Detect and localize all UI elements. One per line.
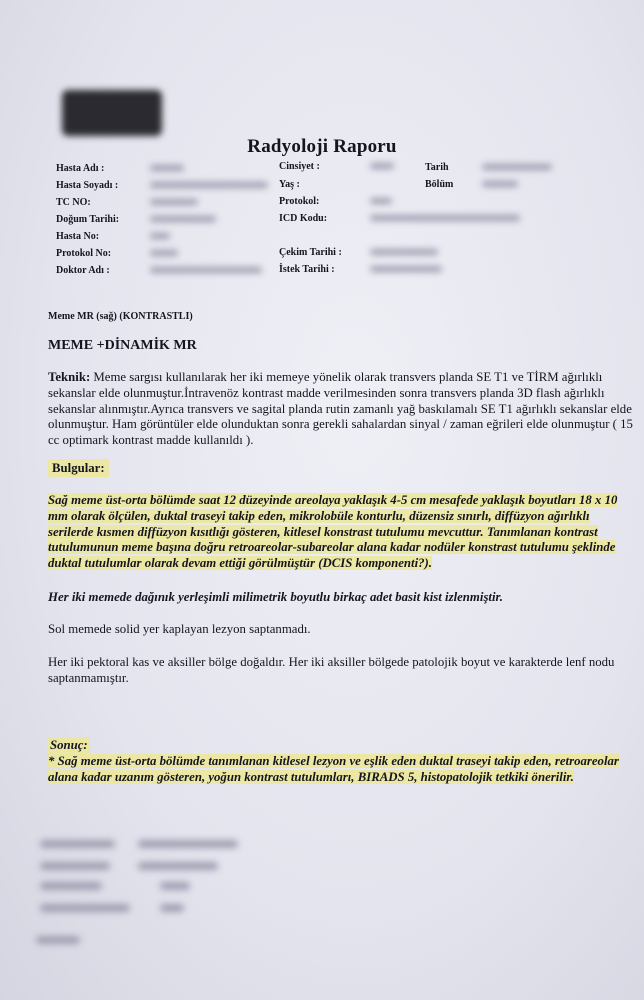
findings-label-wrap xyxy=(48,461,109,477)
findings-paragraph-2: Her iki memede dağınık yerleşimli milimetrik boyutlu birkaç adet basit kist izlenmiştir. xyxy=(48,590,504,604)
redacted-value xyxy=(370,266,442,272)
redacted-footer xyxy=(40,882,102,890)
redacted-value xyxy=(370,215,520,221)
redacted-value xyxy=(150,165,184,171)
conclusion-label-wrap xyxy=(48,738,636,754)
redacted-value xyxy=(150,182,268,188)
conclusion-label: Sonuç: xyxy=(50,738,88,752)
redacted-value xyxy=(482,164,552,170)
label-tc-no: TC NO: xyxy=(56,197,91,208)
label-protokol: Protokol: xyxy=(279,196,320,207)
redacted-footer xyxy=(40,862,110,870)
redacted-footer xyxy=(138,862,218,870)
redacted-value xyxy=(370,249,438,255)
redacted-value xyxy=(150,216,216,222)
section-title: MEME +DİNAMİK MR xyxy=(48,338,197,353)
redacted-footer xyxy=(40,840,115,848)
conclusion-text: * Sağ meme üst-orta bölümde tanımlanan kitlesel lezyon ve eşlik eden duktal traseyi takip eden, retroareolar alana kadar uzanım gösteren, yoğun kontrast tutulumları, BIRADS 5, histopatolojik tetkiki önerilir. xyxy=(48,754,619,784)
redacted-value xyxy=(150,250,178,256)
label-hasta-soyadi: Hasta Soyadı : xyxy=(56,180,119,191)
label-hasta-adi: Hasta Adı : xyxy=(56,163,105,174)
label-dogum-tarihi: Doğum Tarihi: xyxy=(56,214,120,225)
label-tarih: Tarih xyxy=(425,162,449,173)
exam-name: Meme MR (sağ) (KONTRASTLI) xyxy=(48,311,193,322)
redacted-footer xyxy=(36,936,80,944)
label-cinsiyet: Cinsiyet : xyxy=(279,161,320,172)
redacted-value xyxy=(370,198,392,204)
findings-paragraph-1 xyxy=(48,493,636,572)
findings-paragraph-3: Sol memede solid yer kaplayan lezyon saptanmadı. xyxy=(48,622,311,636)
report-title: Radyoloji Raporu xyxy=(247,136,397,157)
label-istek-tarihi: İstek Tarihi : xyxy=(279,264,335,275)
redacted-value xyxy=(150,267,262,273)
redacted-footer xyxy=(160,882,190,890)
technique-paragraph xyxy=(48,370,636,449)
label-yas: Yaş : xyxy=(279,179,300,190)
findings-paragraph-4: Her iki pektoral kas ve aksiller bölge doğaldır. Her iki aksiller bölgede patolojik boyut ve karakterde lenf nodu saptanmamıştır. xyxy=(48,655,615,685)
label-protokol-no: Protokol No: xyxy=(56,248,112,259)
technique-text: Meme sargısı kullanılarak her iki memeye yönelik olarak transvers planda SE T1 ve TİRM ağırlıklı sekanslar elde olunmuştur.İntravenöz kontrast madde verilmesinden sonra transvers planda 3D flash ağırlıklı sekanslar alınmıştır.Ayrıca transvers ve sagital planda rutin zamanlı yağ baskılamalı SE T1 ağırlıklı sekanslar elde olunmuştur. Ham görüntüler elde olunduktan sonra gerekli sahalardan sinyal / zaman eğrileri elde olunmuştur ( 15 cc optimark kontrast madde kullanıldı ). xyxy=(48,370,633,448)
technique-label: Teknik: xyxy=(48,370,91,384)
redacted-value xyxy=(482,181,518,187)
label-icd-kodu: ICD Kodu: xyxy=(279,213,328,224)
findings-text-1: Sağ meme üst-orta bölümde saat 12 düzeyinde areolaya yaklaşık 4-5 cm mesafede yaklaşık boyutları 18 x 10 mm olarak ölçülen, duktal traseyi takip eden, mikrolobüle konturlu, düzensiz sınırlı, diffüzyon ağırlıklı serilerde kısmen diffüzyon kısıtlığı gösteren, kitlesel konstrast tutulumu mevcuttur. Tanımlanan kontrast tutulumunun meme başına doğru retroareolar-subareolar alana kadar nodüler konstrast tutulumu şeklinde duktal tutulumlar olarak devam ettiği görülmüştür (DCIS komponenti?). xyxy=(48,493,618,571)
findings-label: Bulgular: xyxy=(48,459,109,477)
label-doktor-adi: Doktor Adı : xyxy=(56,265,110,276)
redacted-value xyxy=(370,163,394,169)
redacted-value xyxy=(150,199,198,205)
hospital-logo xyxy=(62,90,162,136)
label-bolum: Bölüm xyxy=(425,179,454,190)
redacted-value xyxy=(150,233,170,239)
redacted-footer xyxy=(138,840,238,848)
redacted-footer xyxy=(40,904,130,912)
conclusion-paragraph xyxy=(48,754,636,786)
redacted-footer xyxy=(160,904,184,912)
label-hasta-no: Hasta No: xyxy=(56,231,100,242)
label-cekim-tarihi: Çekim Tarihi : xyxy=(279,247,342,258)
